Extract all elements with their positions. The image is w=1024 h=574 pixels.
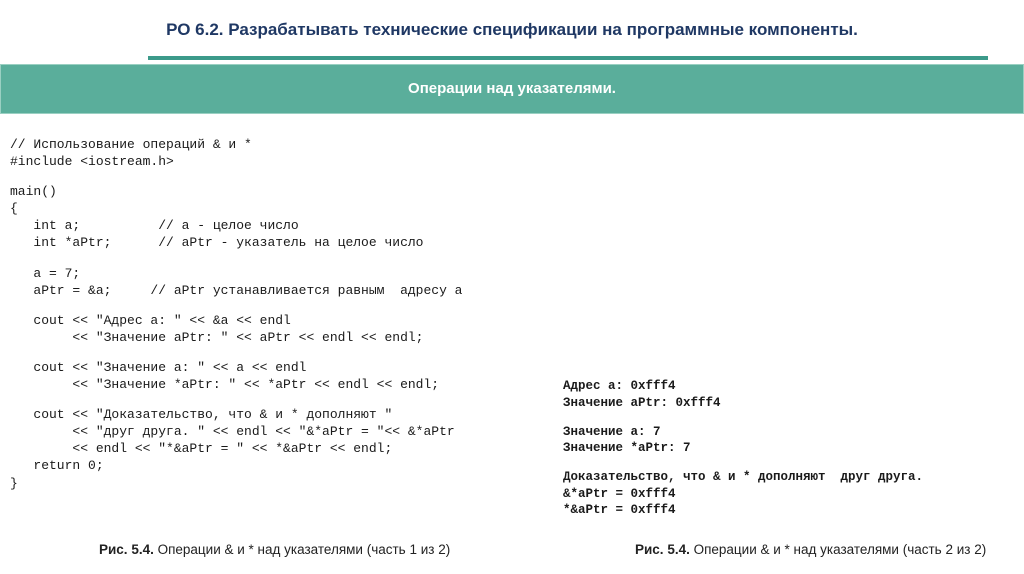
output-line: Значение *aPtr: 7 (563, 441, 691, 455)
caption-part-1 (99, 542, 450, 557)
code-line: a = 7; (10, 265, 81, 281)
caption-label: Рис. 5.4. (635, 542, 690, 557)
code-line: main() (10, 184, 57, 200)
code-line (10, 393, 462, 406)
caption-text: Операции & и * над указателями (часть 2 из 2) (689, 542, 987, 557)
section-banner (0, 64, 1024, 114)
code-line: cout << "Адрес a: " << &a << endl (10, 312, 291, 328)
section-title: Операции над указателями. (408, 80, 616, 97)
program-output (563, 378, 923, 519)
code-line: cout << "Доказательство, что & и * дополняют " (10, 407, 393, 423)
code-line (10, 299, 462, 312)
code-line: cout << "Значение a: " << a << endl (10, 359, 307, 375)
code-line: << "Значение aPtr: " << aPtr << endl << endl; (10, 329, 424, 345)
output-line (563, 457, 923, 470)
code-line: int a; // a - целое число (10, 218, 299, 234)
code-line (10, 252, 462, 265)
code-line (10, 170, 462, 183)
output-line: Адрес a: 0xfff4 (563, 379, 676, 393)
output-line: Значение a: 7 (563, 424, 661, 439)
caption-text: Операции & и * над указателями (часть 1 из 2) (153, 542, 451, 557)
code-line: << "друг друга. " << endl << "&*aPtr = "<< &*aPtr (10, 424, 455, 440)
code-line: #include <iostream.h> (10, 154, 174, 170)
output-line: &*aPtr = 0xfff4 (563, 486, 676, 501)
title-divider (148, 56, 988, 60)
code-line: int *aPtr; // aPtr - указатель на целое число (10, 235, 424, 251)
code-line: return 0; (10, 458, 104, 474)
caption-label: Рис. 5.4. (99, 542, 154, 557)
output-line: Значение aPtr: 0xfff4 (563, 395, 721, 410)
code-line: aPtr = &a; // aPtr устанавливается равным адресу a (10, 282, 463, 298)
output-line: Доказательство, что & и * дополняют друг друга. (563, 470, 924, 484)
code-line: { (10, 201, 18, 217)
code-listing (10, 136, 462, 492)
code-line: << "Значение *aPtr: " << *aPtr << endl << endl; (10, 377, 440, 393)
code-line: } (10, 475, 18, 491)
slide-title: РО 6.2. Разрабатывать технические спецификации на программные компоненты. (166, 20, 858, 39)
output-line (563, 411, 923, 424)
code-line: << endl << "*&aPtr = " << *&aPtr << endl; (10, 441, 393, 457)
caption-part-2 (635, 542, 986, 557)
code-line: // Использование операций & и * (10, 137, 252, 152)
code-line (10, 346, 462, 359)
output-line: *&aPtr = 0xfff4 (563, 503, 676, 517)
